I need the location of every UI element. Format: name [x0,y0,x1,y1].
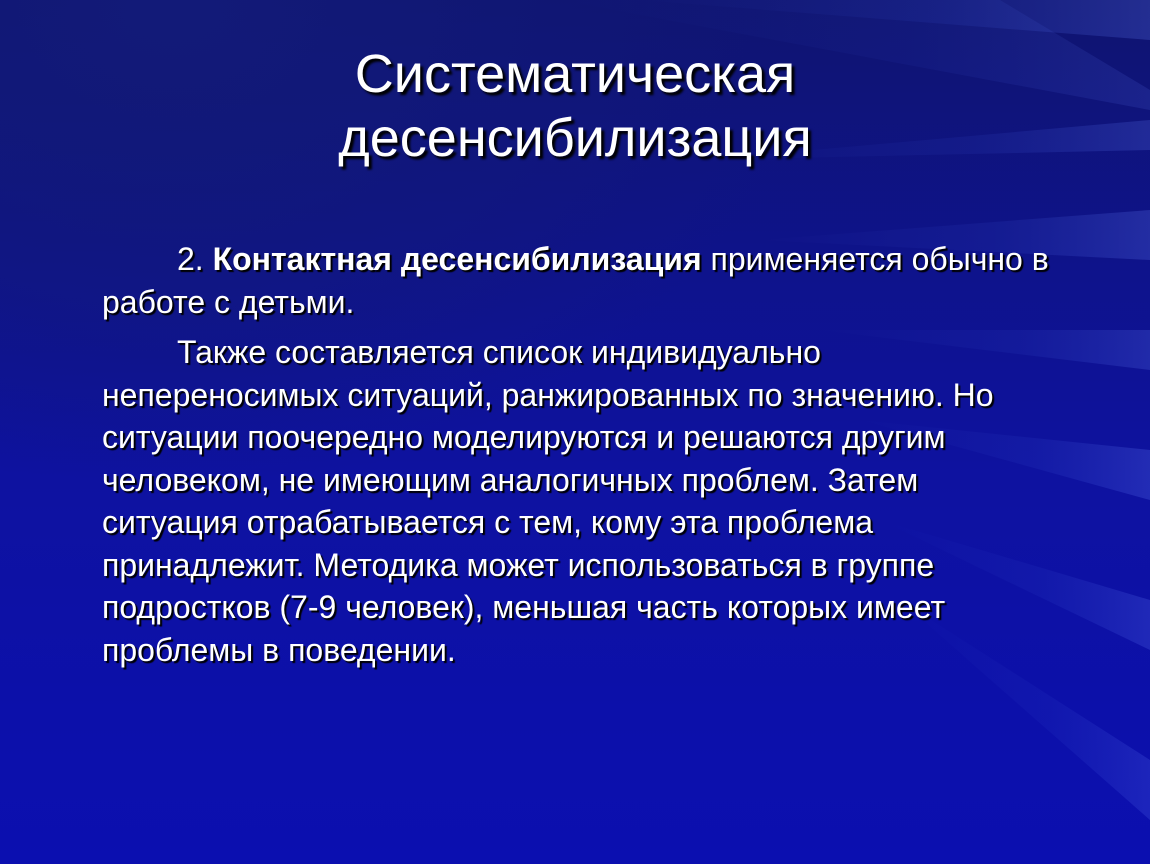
paragraph-method-description: Также составляется список индивидуально непереносимых ситуаций, ранжированных по значению. Но ситуации поочередно моделируются и решаются другим человеком, не имеющим аналогичных проблем. Затем ситуация отрабатывается с тем, кому эта проблема принадлежит. Методика может использоваться в группе подростков (7-9 человек), меньшая часть которых имеет проблемы в поведении. [102,334,994,668]
slide-title [0,42,1150,170]
title-line-2: десенсибилизация [338,108,812,168]
bold-term: Контактная десенсибилизация [212,241,702,277]
item-number: 2. [177,241,204,277]
paragraph-contact-desensitization [102,238,1062,323]
slide-body [102,238,1062,679]
paragraph-1-rest: применяется обычно в работе с детьми. [102,241,1049,320]
title-line-1: Систематическая [354,44,796,104]
